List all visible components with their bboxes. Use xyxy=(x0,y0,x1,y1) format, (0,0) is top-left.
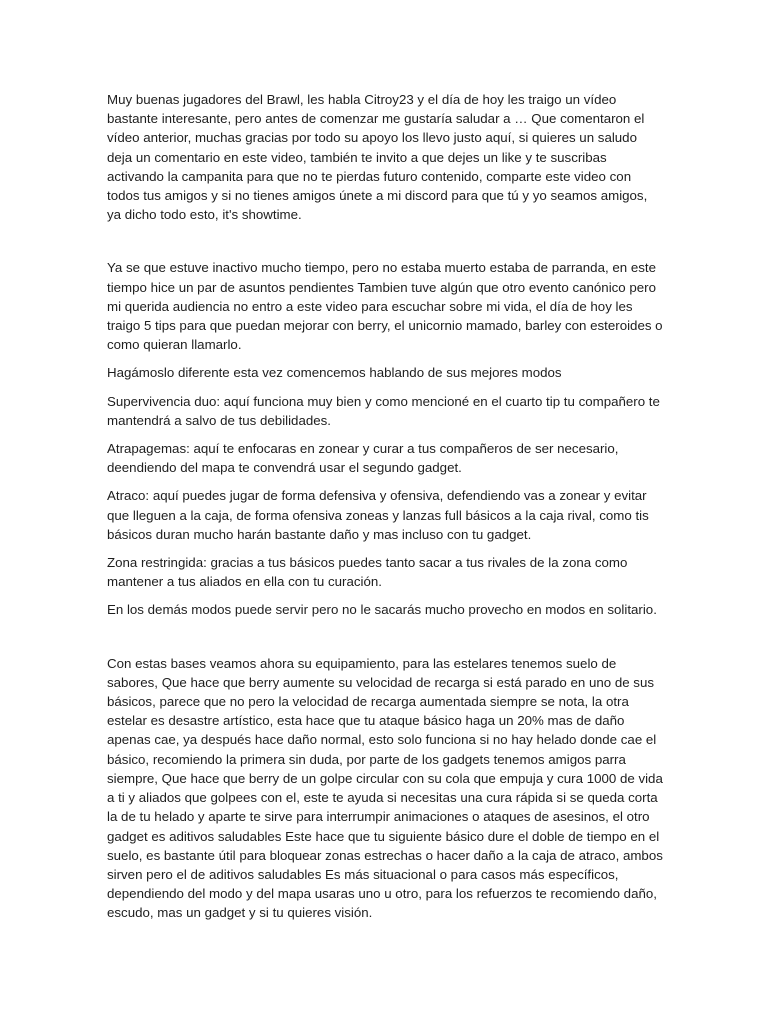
paragraph-modes-intro: Hagámoslo diferente esta vez comencemos hablando de sus mejores modos xyxy=(107,365,562,381)
paragraph-equipment: Con estas bases veamos ahora su equipamiento, para las estelares tenemos suelo de sabores, Que hace que berry aumente su velocidad de recarga si está parado en uno de sus básicos, parece que no pero la velocidad de recarga aumentada siempre se nota, la otra estelar es desastre artístico, esta hace que tu ataque básico haga un 20% mas de daño apenas cae, ya después hace daño normal, esto solo funciona si no hay helado donde cae el básico, recomiendo la primera sin duda, por parte de los gadgets tenemos amigos parra siempre, Que hace que berry de un golpe circular con su cola que empuja y cura 1000 de vida a ti y aliados que golpees con el, este te ayuda si necesitas una cura rápida si se queda corta la de tu helado y aparte te sirve para interrumpir animaciones o ataques de asesinos, el otro gadget es aditivos saludables Este hace que tu siguiente básico dure el doble de tiempo en el suelo, es bastante útil para bloquear zonas estrechas o hacer daño a la caja de atraco, ambos sirven pero el de aditivos saludables Es más situacional o para casos más específicos, dependiendo del modo y del mapa usaras uno u otro, para los refuerzos te recomiendo daño, escudo, mas un gadget y si tu quieres visión. xyxy=(107,655,663,921)
paragraph-mode-hot-zone: Zona restringida: gracias a tus básicos puedes tanto sacar a tus rivales de la zona como mantener a tus aliados en ella con tu curación. xyxy=(107,555,628,590)
document-body xyxy=(107,90,663,932)
paragraph-other-modes: En los demás modos puede servir pero no le sacarás mucho provecho en modos en solitario. xyxy=(107,602,657,618)
paragraph-return: Ya se que estuve inactivo mucho tiempo, pero no estaba muerto estaba de parranda, en este tiempo hice un par de asuntos pendientes Tambien tuve algún que otro evento canónico pero mi querida audiencia no entro a este video para escuchar sobre mi vida, el día de hoy les traigo 5 tips para que puedan mejorar con berry, el unicornio mamado, barley con esteroides o como quieran llamarlo. xyxy=(107,260,663,353)
paragraph-mode-heist: Atraco: aquí puedes jugar de forma defensiva y ofensiva, defendiendo vas a zonear y evitar que lleguen a la caja, de forma ofensiva zoneas y lanzas full básicos a la caja rival, como tis básicos duran mucho harán bastante daño y mas incluso con tu gadget. xyxy=(107,488,649,542)
paragraph-mode-gem-grab: Atrapagemas: aquí te enfocaras en zonear y curar a tus compañeros de ser necesario, deendiendo del mapa te convendrá usar el segundo gadget. xyxy=(107,441,619,476)
paragraph-mode-duo: Supervivencia duo: aquí funciona muy bien y como mencioné en el cuarto tip tu compañero te mantendrá a salvo de tus debilidades. xyxy=(107,393,660,428)
paragraph-intro: Muy buenas jugadores del Brawl, les habla Citroy23 y el día de hoy les traigo un vídeo bastante interesante, pero antes de comenzar me gustaría saludar a … Que comentaron el vídeo anterior, muchas gracias por todo su apoyo los llevo justo aquí, si quieres un saludo deja un comentario en este video, también te invito a que dejes un like y te suscribas activando la campanita para que no te pierdas futuro contenido, comparte este video con todos tus amigos y si no tienes amigos únete a mi discord para que tú y yo seamos amigos, ya dicho todo esto, it's showtime. xyxy=(107,92,648,223)
